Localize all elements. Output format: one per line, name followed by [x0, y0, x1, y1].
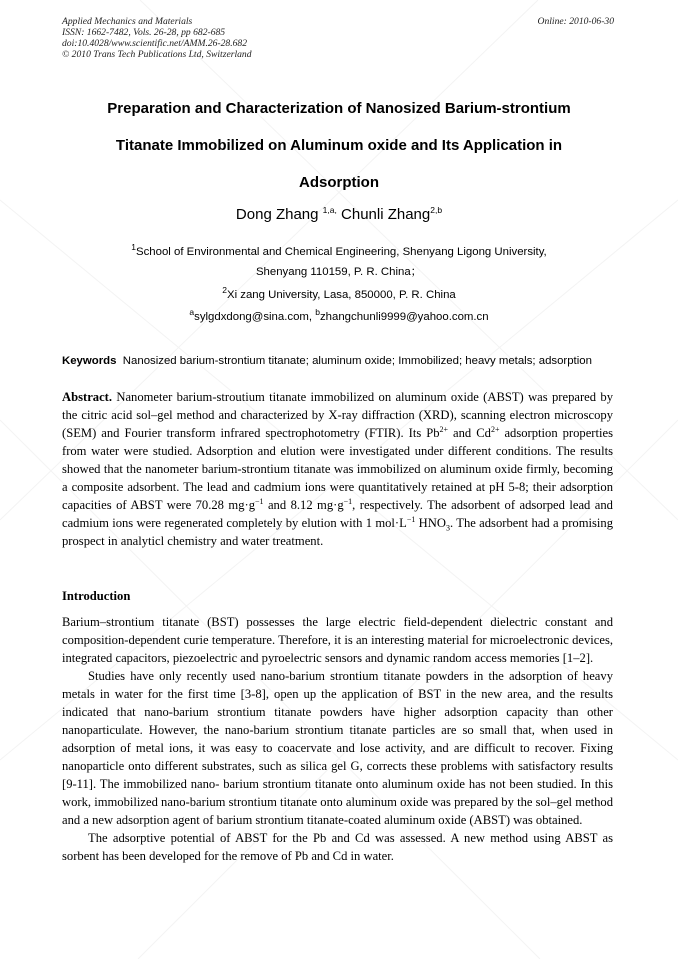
- introduction-body: [62, 613, 613, 865]
- journal-issn: ISSN: 1662-7482, Vols. 26-28, pp 682-685: [62, 27, 226, 38]
- affiliation-2: [62, 285, 616, 305]
- paper-title: [62, 90, 616, 201]
- title-line-3: Adsorption: [299, 174, 379, 191]
- emails: [62, 307, 616, 323]
- author-1-affil: 1,a,: [322, 205, 337, 215]
- aff1-line2: Shenyang 110159, P. R. China；: [255, 266, 423, 278]
- abstract-text-5: , respectively. The adsorbent of adsorped lead and cadmium ions were regenerated completely by elution with 1 mol·L: [62, 498, 613, 530]
- author-list: [62, 206, 616, 223]
- email-b[interactable]: zhangchunli9999@yahoo.com.cn: [319, 311, 489, 323]
- keywords-text: Nanosized barium-strontium titanate; aluminum oxide; Immobilized; heavy metals; adsorption: [122, 355, 592, 367]
- section-heading-introduction: Introduction: [62, 589, 131, 603]
- abstract-label: Abstract.: [62, 390, 113, 404]
- title-line-1: Preparation and Characterization of Nanosized Barium-strontium: [107, 100, 571, 117]
- abstract-text-2: and Cd: [448, 426, 491, 440]
- abstract-text-6: HNO: [415, 516, 446, 530]
- journal-header: [62, 16, 252, 60]
- email-b-marker: b: [315, 307, 320, 318]
- author-2: Chunli Zhang: [341, 206, 431, 223]
- abstract-sup-4: −1: [343, 496, 353, 506]
- online-date: Online: 2010-06-30: [537, 16, 614, 27]
- aff1-line1: School of Environmental and Chemical Engineering, Shenyang Ligong University,: [136, 246, 547, 258]
- abstract-sup-3: −1: [255, 496, 264, 506]
- abstract-sup-1: 2+: [439, 424, 449, 434]
- abstract-sup-2: 2+: [490, 424, 500, 434]
- journal-copyright: © 2010 Trans Tech Publications Ltd, Switzerland: [62, 49, 252, 60]
- abstract-text-1: Nanometer barium-stroutium titanate immobilized on aluminum oxide (ABST) was prepared by the citric acid sol–gel method and characterized by X-ray diffraction (XRD), scanning electron microscopy (SEM) and Fourier transform infrared spectrophotometry (FTIR). Its Pb: [62, 390, 613, 440]
- aff1-marker: 1: [131, 242, 136, 253]
- keywords: [62, 352, 613, 370]
- intro-paragraph-2: Studies have only recently used nano-barium strontium titanate powders in the adsorption of heavy metals in water for the first time [3-8], open up the application of BST in the new area, and the results indicated that nano-barium strontium titanate powders have higher adsorption capacity than other nanoparticulate. However, the nano-barium strontium titanate particles are so small that, when used in adsorption of metal ions, it was easy to coacervate and lose activity, and are difficult to recover. Fixing nanoparticle onto different substrates, such as silica gel G, corrects these problems with satisfactory results [9-11]. The immobilized nano- barium strontium titanate onto aluminum oxide has not been studied. In this work, immobilized nano-barium strontium titanate onto aluminum oxide was prepared by the sol–gel method and a new adsorption agent of barium strontium titanate-coated aluminum oxide (ABST) was obtained.: [62, 669, 613, 827]
- abstract-sup-5: −1: [406, 514, 416, 524]
- aff2-marker: 2: [222, 285, 227, 296]
- email-a[interactable]: sylgdxdong@sina.com,: [194, 311, 313, 323]
- keywords-label: Keywords: [62, 355, 117, 367]
- intro-paragraph-1: Barium–strontium titanate (BST) possesses the large electric field-dependent dielectric constant and composition-dependent curie temperature. Therefore, it is an interesting material for microelectronic devices, integrated capacitors, piezoelectric and pyroelectric sensors and dynamic random access memories [1–2].: [62, 615, 613, 665]
- abstract-text-7: . The adsorbent had a promising prospect in analyticl chemistry and water treatment.: [62, 516, 614, 548]
- abstract-text-3: adsorption properties from water were studied. Adsorption and elution were investigated under different conditions. The results showed that the nanometer barium-strontium titanate was immobilized on aluminum oxide firmly, becoming a composite adsorbent. The lead and cadmium ions were quantitatively retained at pH 5-8; their adsorption capacities of ABST were 70.28 mg·g: [62, 426, 613, 512]
- abstract-sub-1: 3: [445, 523, 450, 533]
- abstract-text-4: and 8.12 mg·g: [263, 498, 344, 512]
- author-1: Dong Zhang: [235, 206, 319, 223]
- affiliation-1: [62, 242, 616, 282]
- title-line-2: Titanate Immobilized on Aluminum oxide and Its Application in: [115, 137, 563, 154]
- abstract: [62, 388, 613, 550]
- journal-doi[interactable]: doi:10.4028/www.scientific.net/AMM.26-28.682: [62, 38, 248, 49]
- aff2-text: Xi zang University, Lasa, 850000, P. R. China: [226, 289, 456, 301]
- intro-paragraph-3: The adsorptive potential of ABST for the Pb and Cd was assessed. A new method using ABST as sorbent has been developed for the remove of Pb and Cd in water.: [62, 831, 613, 863]
- email-a-marker: a: [189, 307, 195, 318]
- author-2-affil: 2,b: [430, 205, 443, 215]
- journal-name: Applied Mechanics and Materials: [62, 16, 193, 27]
